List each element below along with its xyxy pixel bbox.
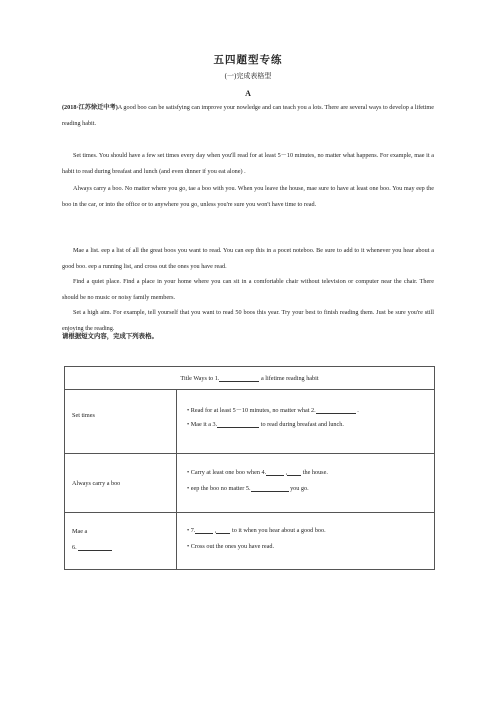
answer-table <box>64 366 435 570</box>
list-item: • Cross out the ones you have read. <box>187 543 275 550</box>
list-item <box>177 527 434 542</box>
blank-7b[interactable] <box>216 527 230 534</box>
blank-3[interactable] <box>217 421 259 428</box>
bullet-text-mid: , <box>284 469 288 476</box>
list-item <box>177 421 434 428</box>
table-header-row <box>65 367 435 390</box>
row-label-make-list <box>65 513 177 570</box>
bullet-text-end: you go. <box>288 485 309 492</box>
bullet-text-end: the house. <box>301 469 328 476</box>
paragraph-2: Set times. You should have a few set times every day when you'll read for at least 5－10 minutes, no matter what happens. For example, mae it a habit to read during breafast and lunch (and even dinner if you eat alone) . <box>62 152 434 175</box>
passage-letter: A <box>245 89 251 98</box>
header-text-post: a lifetime reading habit <box>259 374 319 382</box>
section-subtitle: (一)完成表格型 <box>224 72 272 80</box>
blank-5[interactable] <box>251 485 289 492</box>
row-label-number: 6. <box>72 544 77 551</box>
table-row <box>65 454 435 513</box>
bullet-text-end: . <box>355 407 359 414</box>
list-item <box>177 405 434 420</box>
row-label-set-times: Set times <box>65 390 177 454</box>
blank-1[interactable] <box>219 375 259 382</box>
list-item <box>177 469 434 485</box>
paragraph-1-text: A good boo can be satisfying can improve your nowledge and can teach you a lots. There are several ways to develop a lifetime reading habit. <box>62 104 434 127</box>
header-text-pre: Title Ways to 1. <box>180 374 220 382</box>
paragraph-1 <box>62 100 434 131</box>
bullet-text: • Read for at least 5－10 minutes, no matter what 2. <box>187 407 316 414</box>
instruction: 请根据短文内容，完成下列表格。 <box>62 333 158 340</box>
bullet-text: • 7. <box>187 527 196 534</box>
blank-4b[interactable] <box>287 469 301 476</box>
bullet-text-mid: , <box>213 527 217 534</box>
paragraph-4: Mae a list. eep a list of all the great boos you want to read. You can eep this in a pocet noteboo. Be sure to add to it whenever you hear about a good boo. eep a running list, and cross out the ones you have read. <box>62 247 434 270</box>
bullet-text: • Mae it a 3. <box>187 421 218 428</box>
paragraph-3: Always carry a boo. No matter where you go, tae a boo with you. When you leave the house, mae sure to have at least one boo. You may eep the boo in the car, or into the office or to anywhere you go, unless you're sure you won't have time to read. <box>62 185 434 208</box>
row-content-carry-book <box>177 454 435 513</box>
source-tag: (2018·江苏徐迁中考) <box>62 104 118 111</box>
blank-4a[interactable] <box>266 469 284 476</box>
table-header-cell <box>65 367 435 390</box>
row-label-carry-book: Always carry a boo <box>65 454 177 513</box>
list-item <box>177 485 434 492</box>
bullet-text: • eep the boo no matter 5. <box>187 485 251 492</box>
blank-6[interactable] <box>78 544 112 551</box>
row-content-make-list <box>177 513 435 570</box>
table-row <box>65 390 435 454</box>
table-row <box>65 513 435 570</box>
row-label-line-1: Mae a <box>72 528 88 535</box>
blank-2[interactable] <box>316 407 356 414</box>
bullet-text: • Carry at least one boo when 4. <box>187 469 267 476</box>
row-label-line-2 <box>72 544 176 551</box>
blank-7a[interactable] <box>195 527 213 534</box>
paragraph-6: Set a high aim. For example, tell yourself that you want to read 50 boos this year. Try your best to finish reading them. Just be sure you're still enjoying the reading. <box>62 309 434 332</box>
page-title: 五四题型专练 <box>213 55 283 66</box>
bullet-text-end: to read during breafast and lunch. <box>259 421 344 428</box>
bullet-text-end: to it when you hear about a good boo. <box>230 527 326 534</box>
row-content-set-times <box>177 390 435 454</box>
paragraph-5: Find a quiet place. Find a place in your home where you can sit in a comfortable chair without television or computer near the chair. There should be no music or noisy family members. <box>62 278 434 301</box>
